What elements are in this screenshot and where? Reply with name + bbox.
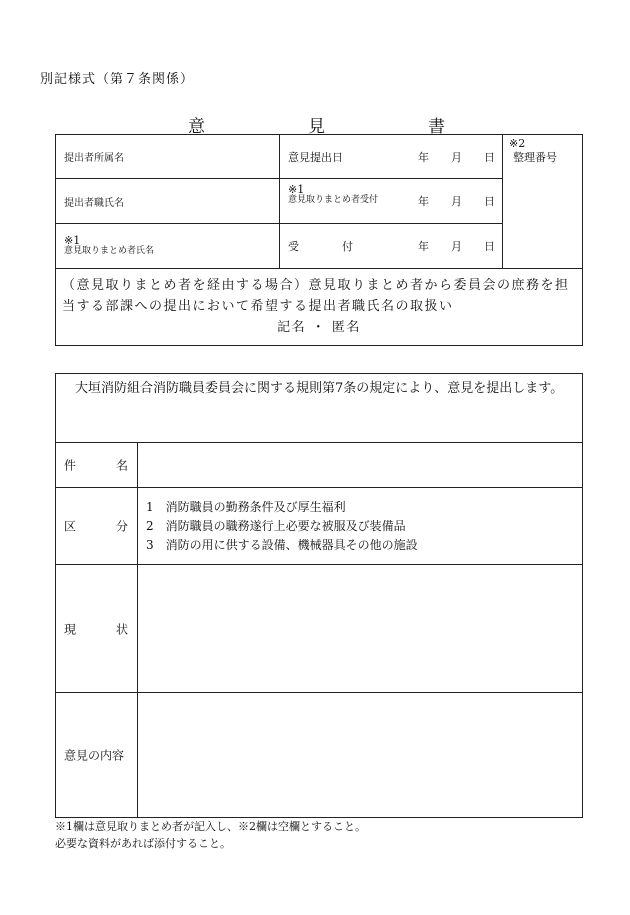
serial-note: ※2 bbox=[509, 137, 526, 150]
category-option[interactable]: 2 消防職員の職務遂行上必要な被服及び装備品 bbox=[146, 518, 406, 533]
name-handling-text: （意見取りまとめ者を経由する場合）意見取りまとめ者から委員会の庶務を担当する部課への提出において希望する提出者職氏名の取扱い bbox=[62, 278, 570, 314]
opinion-label: 意見の内容 bbox=[64, 748, 125, 763]
intro-text: 大垣消防組合消防職員委員会に関する規則第7条の規定により、意見を提出します。 bbox=[75, 381, 564, 396]
status-label-char: 状 bbox=[116, 622, 129, 636]
year-label: 年 bbox=[418, 195, 429, 208]
subject-label-char: 件 bbox=[64, 458, 77, 473]
title-char: 見 bbox=[308, 117, 325, 137]
day-label: 日 bbox=[484, 195, 495, 208]
month-label: 月 bbox=[451, 150, 462, 164]
category-options[interactable] bbox=[138, 488, 583, 565]
subject-label-cell bbox=[56, 443, 138, 488]
subject-field[interactable] bbox=[138, 443, 583, 488]
submitter-name-label: 提出者職氏名 bbox=[64, 197, 124, 209]
day-label: 日 bbox=[484, 150, 495, 164]
year-label: 年 bbox=[418, 240, 429, 253]
opinion-label-cell bbox=[56, 693, 138, 818]
submission-date-label: 意見提出日 bbox=[288, 150, 343, 164]
submitter-dept-label: 提出者所属名 bbox=[64, 153, 124, 164]
status-label-char: 現 bbox=[64, 622, 77, 636]
month-label: 月 bbox=[451, 195, 462, 208]
serial-number-cell[interactable] bbox=[503, 135, 583, 269]
opinion-field[interactable] bbox=[138, 693, 583, 818]
coordinator-receipt-cell[interactable] bbox=[280, 179, 503, 224]
title-char: 意 bbox=[188, 117, 205, 137]
footnote: ※1欄は意見取りまとめ者が記入し、※2欄は空欄とすること。 bbox=[55, 820, 366, 833]
intro-cell bbox=[56, 374, 583, 443]
submitter-dept-cell[interactable] bbox=[56, 135, 280, 179]
opinion-table bbox=[55, 373, 583, 818]
reception-date-cell[interactable] bbox=[280, 224, 503, 269]
year-label: 年 bbox=[418, 150, 429, 164]
name-handling-cell bbox=[56, 269, 583, 346]
subject-label-char: 名 bbox=[116, 458, 129, 473]
serial-number-label: 整理番号 bbox=[513, 151, 557, 164]
document-title bbox=[55, 112, 582, 137]
coordinator-name-cell[interactable] bbox=[56, 224, 280, 269]
reception-label-char: 付 bbox=[342, 240, 353, 253]
status-label-cell bbox=[56, 565, 138, 693]
category-option[interactable]: 1 消防職員の勤務条件及び厚生福利 bbox=[146, 499, 346, 514]
name-handling-options[interactable]: 記名 ・ 匿名 bbox=[277, 320, 361, 335]
coordinator-receipt-label: 意見取りまとめ者受付 bbox=[288, 195, 379, 205]
reception-label-char: 受 bbox=[288, 240, 299, 253]
month-label: 月 bbox=[451, 240, 462, 253]
category-label-char: 分 bbox=[116, 519, 129, 534]
coordinator-name-note: ※1 bbox=[64, 234, 81, 247]
footnote: 必要な資料があれば添付すること。 bbox=[55, 837, 231, 850]
form-number: 別記様式（第７条関係） bbox=[40, 72, 195, 87]
category-label-cell bbox=[56, 488, 138, 565]
day-label: 日 bbox=[484, 240, 495, 253]
coordinator-receipt-note: ※1 bbox=[288, 183, 305, 196]
category-option[interactable]: 3 消防の用に供する設備、機械器具その他の施設 bbox=[146, 537, 418, 552]
category-label-char: 区 bbox=[64, 519, 77, 534]
submitter-info-table bbox=[55, 134, 583, 346]
title-char: 書 bbox=[428, 117, 445, 137]
footnotes bbox=[55, 818, 366, 852]
status-field[interactable] bbox=[138, 565, 583, 693]
submission-date-cell[interactable] bbox=[280, 135, 503, 179]
coordinator-name-label: 意見取りまとめ者氏名 bbox=[64, 246, 155, 256]
submitter-name-cell[interactable] bbox=[56, 179, 280, 224]
